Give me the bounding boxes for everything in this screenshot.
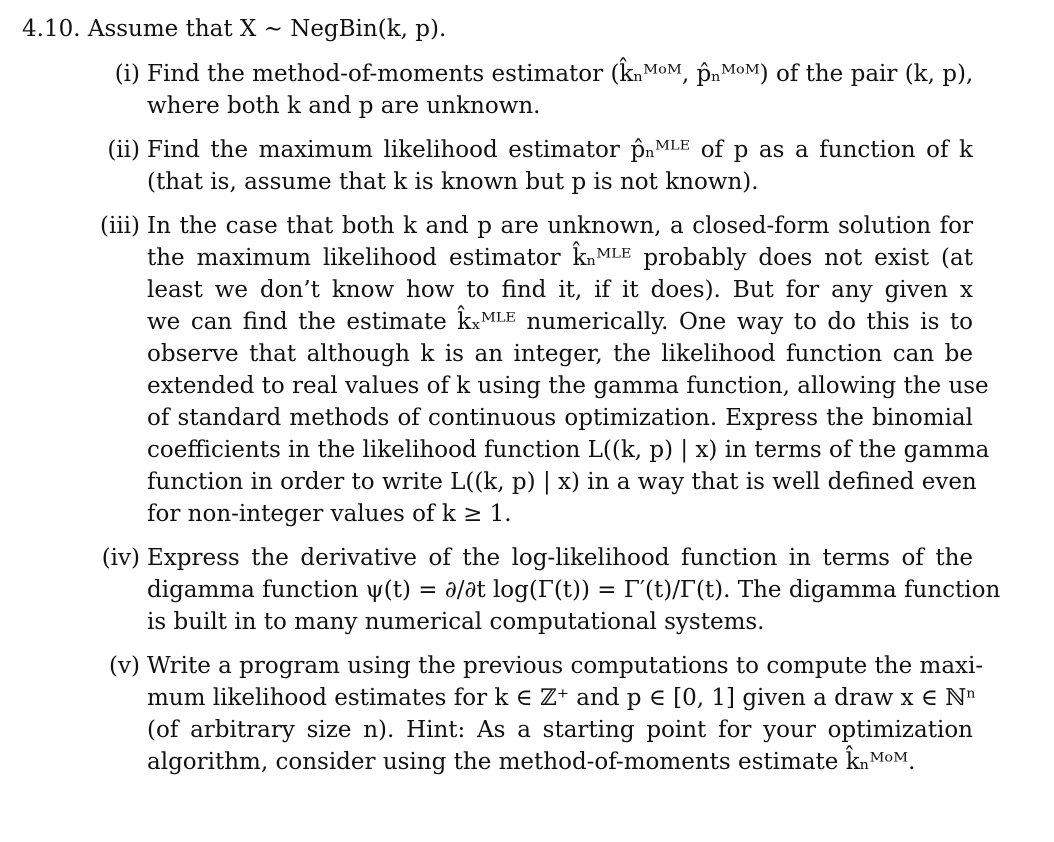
- item-label: (iv): [101, 545, 140, 571]
- text-line: In the case that both k and p are unknown, a closed-form solution for: [147, 213, 973, 239]
- item-label: (v): [109, 653, 140, 679]
- item-text: [147, 58, 973, 122]
- text-line: Write a program using the previous computations to compute the maxi-: [147, 653, 984, 679]
- text-line: observe that although k is an integer, the likelihood function can be: [147, 341, 973, 367]
- item-label: (i): [114, 61, 140, 87]
- item-text: [147, 542, 1001, 638]
- text-line: coefficients in the likelihood function L((k, p) | x) in terms of the gamma: [147, 437, 990, 463]
- exercise-item-iv: [0, 542, 1054, 638]
- item-label: (ii): [107, 137, 140, 163]
- text-line: least we don’t know how to find it, if it does). But for any given x: [147, 277, 973, 303]
- item-label: (iii): [99, 213, 140, 239]
- text-line: function in order to write L((k, p) | x) in a way that is well defined even: [147, 469, 977, 495]
- text-line: algorithm, consider using the method-of-moments estimate k̂ₙᴹᵒᴹ.: [147, 749, 916, 775]
- text-line: digamma function ψ(t) = ∂/∂t log(Γ(t)) = Γ′(t)/Γ(t). The digamma function: [147, 577, 1001, 603]
- text-line: is built in to many numerical computational systems.: [147, 609, 765, 635]
- text-line: extended to real values of k using the gamma function, allowing the use: [147, 373, 989, 399]
- exercise-number: 4.10.: [22, 16, 81, 42]
- item-text: [147, 134, 973, 198]
- text-line: the maximum likelihood estimator k̂ₙᴹᴸᴱ probably does not exist (at: [147, 245, 973, 271]
- text-line: for non-integer values of k ≥ 1.: [147, 501, 512, 527]
- text-line: of standard methods of continuous optimization. Express the binomial: [147, 405, 973, 431]
- text-line: (that is, assume that k is known but p is not known).: [147, 169, 759, 195]
- item-text: [147, 650, 984, 778]
- text-line: Find the method-of-moments estimator (k̂ₙᴹᵒᴹ, p̂ₙᴹᵒᴹ) of the pair (k, p),: [147, 61, 974, 87]
- text-line: mum likelihood estimates for k ∈ ℤ⁺ and p ∈ [0, 1] given a draw x ∈ ℕⁿ: [147, 685, 977, 711]
- text-line: where both k and p are unknown.: [147, 93, 541, 119]
- exercise-intro: Assume that X ∼ NegBin(k, p).: [87, 16, 447, 42]
- text-line: Express the derivative of the log-likelihood function in terms of the: [147, 545, 973, 571]
- item-text: [147, 210, 990, 530]
- exercise-items: [0, 58, 1054, 790]
- exercise-header: [22, 12, 446, 46]
- exercise-item-ii: [0, 134, 1054, 198]
- exercise-item-i: [0, 58, 1054, 122]
- text-line: Find the maximum likelihood estimator p̂ₙᴹᴸᴱ of p as a function of k: [147, 137, 973, 163]
- exercise-item-v: [0, 650, 1054, 778]
- text-line: (of arbitrary size n). Hint: As a starting point for your optimization: [147, 717, 973, 743]
- exercise-item-iii: [0, 210, 1054, 530]
- text-line: we can find the estimate k̂ₓᴹᴸᴱ numerically. One way to do this is to: [147, 309, 973, 335]
